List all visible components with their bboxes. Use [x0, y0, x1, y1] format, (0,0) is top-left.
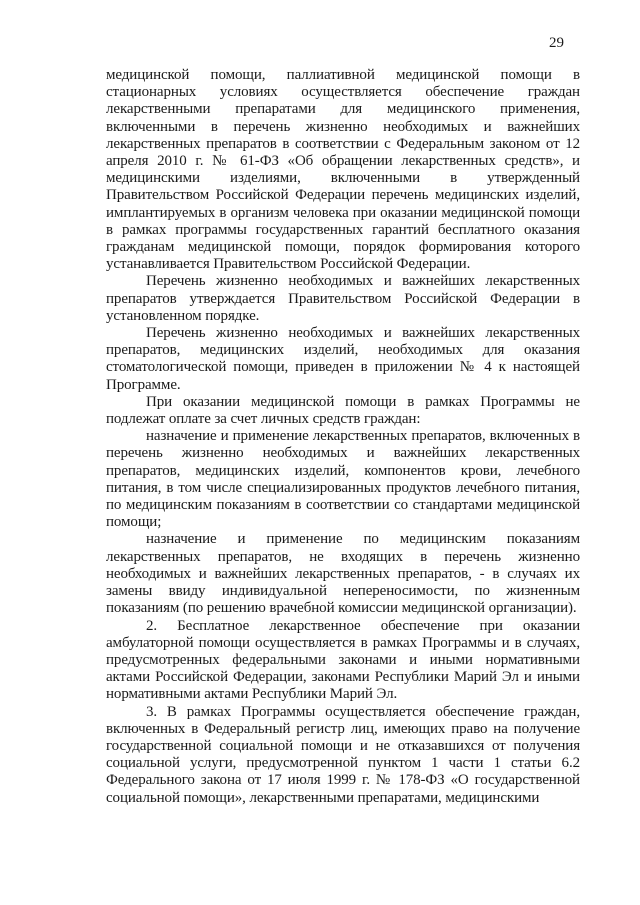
page-number: 29: [549, 35, 564, 51]
paragraph-section-3: 3. В рамках Программы осуществляется обеспечение граждан, включенных в Федеральный регистр лиц, имеющих право на получение государственной социальной помощи и не отказавшихся от получения социальной услуги, предусмотренной пунктом 1 части 1 статьи 6.2 Федерального закона от 17 июля 1999 г. № 178-ФЗ «О государственной социальной помощи», лекарственными препаратами, медицинскими: [106, 703, 580, 806]
paragraph-section-2: 2. Бесплатное лекарственное обеспечение при оказании амбулаторной помощи осуществляется в рамках Программы и в случаях, предусмотренных федеральными законами и иными нормативными актами Российской Федерации, законами Республики Марий Эл и иными нормативными актами Республики Марий Эл.: [106, 617, 580, 703]
paragraph-continuation: медицинской помощи, паллиативной медицинской помощи в стационарных условиях осуществляется обеспечение граждан лекарственными препаратами для медицинского применения, включенными в перечень жизненно необходимых и важнейших лекарственных препаратов в соответствии с Федеральным законом от 12 апреля 2010 г. № 61-ФЗ «Об обращении лекарственных средств», и медицинскими изделиями, включенными в утвержденный Правительством Российской Федерации перечень медицинских изделий, имплантируемых в организм человека при оказании медицинской помощи в рамках программы государственных гарантий бесплатного оказания гражданам медицинской помощи, порядок формирования которого устанавливается Правительством Российской Федерации.: [106, 67, 580, 273]
paragraph-not-paid-item-1: назначение и применение лекарственных препаратов, включенных в перечень жизненно необходимых и важнейших лекарственных препаратов, медицинских изделий, компонентов крови, лечебного питания, в том числе специализированных продуктов лечебного питания, по медицинским показаниям в соответствии со стандартами медицинской помощи;: [106, 428, 580, 531]
paragraph-dental-list: Перечень жизненно необходимых и важнейших лекарственных препаратов, медицинских изделий, необходимых для оказания стоматологической помощи, приведен в приложении № 4 к настоящей Программе.: [106, 325, 580, 393]
document-body: [106, 67, 580, 807]
paragraph-not-paid-intro: При оказании медицинской помощи в рамках Программы не подлежат оплате за счет личных средств граждан:: [106, 393, 580, 428]
paragraph-essential-drugs-list: Перечень жизненно необходимых и важнейших лекарственных препаратов утверждается Правительством Российской Федерации в установленном порядке.: [106, 273, 580, 324]
paragraph-not-paid-item-2: назначение и применение по медицинским показаниям лекарственных препаратов, не входящих в перечень жизненно необходимых и важнейших лекарственных препаратов, - в случаях их замены ввиду индивидуальной непереносимости, по жизненным показаниям (по решению врачебной комиссии медицинской организации).: [106, 531, 580, 617]
